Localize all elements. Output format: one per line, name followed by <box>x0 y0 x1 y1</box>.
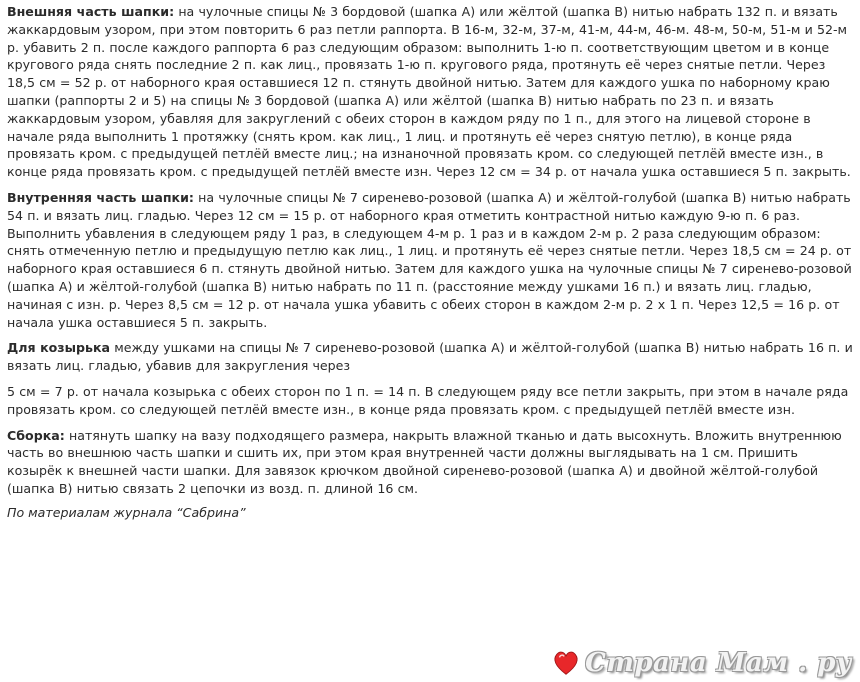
section-heading-inner: Внутренняя часть шапки: <box>7 189 194 205</box>
section-outer-part <box>7 3 855 181</box>
source-credit: По материалам журнала “Сабрина” <box>7 504 246 520</box>
section-assembly <box>7 427 855 498</box>
section-text-visor-continued: 5 см = 7 р. от начала козырька с обеих сторон по 1 п. = 14 п. В следующем ряду все петли закрыть, при этом в начале ряда провязать кром. со следующей петлёй вместе изн., в конце ряда провязать кром. с предыдущей петлёй вместе изн. <box>7 383 849 417</box>
section-inner-part <box>7 189 855 331</box>
site-watermark <box>551 648 852 678</box>
section-text-assembly: натянуть шапку на вазу подходящего размера, накрыть влажной тканью и дать высохнуть. Вложить внутреннюю часть во внешнюю часть шапки и сшить их, при этом края внутренней части должны выглядывать на 1 см. Пришить козырёк к внешней части шапки. Для завязок крючком двойной сиренево-розовой (шапка А) и двойной жёлтой-голубой (шапка В) нитью связать 2 цепочки из возд. п. длиной 16 см. <box>7 427 842 496</box>
section-visor-continued <box>7 383 855 419</box>
section-text-visor: между ушками на спицы № 7 сиренево-розовой (шапка А) и жёлтой-голубой (шапка В) нитью набрать 16 п. и вязать лиц. гладью, убавив для закругления через <box>7 340 853 374</box>
section-heading-assembly: Сборка: <box>7 427 65 443</box>
section-heading-outer: Внешняя часть шапки: <box>7 4 175 19</box>
watermark-text: Страна Мам . ру <box>585 648 852 678</box>
section-text-inner: на чулочные спицы № 7 сиренево-розовой (шапка А) и жёлтой-голубой (шапка В) нитью набрать 54 п. и вязать лиц. гладью. Через 12 см = 15 р. от наборного края отметить контрастной нитью каждую 9-ю п. 6 раз. Выполнить убавления в следующем ряду 1 раз, в следующем 4-м р. 1 раз и в каждом 2-м р. 2 раза следующим образом: снять отмеченную петлю и предыдущую петлю как лиц., 1 лиц. и протянуть её через снятые петли. Через 18,5 см = 24 р. от наборного края оставшиеся 6 п. стянуть двойной нитью. Затем для каждого ушка на чулочные спицы № 7 сиренево-розовой (шапка А) и жёлтой-голубой (шапка В) нитью набрать по 11 п. (расстояние между ушками 16 п.) и вязать лиц. гладью, начиная с изн. р. Через 8,5 см = 12 р. от начала ушка убавить с обеих сторон в каждом 2-м р. 2 х 1 п. Через 12,5 = 16 р. от начала ушка оставшиеся 5 п. закрыть. <box>7 189 852 330</box>
section-heading-visor: Для козырька <box>7 340 111 356</box>
instructions-document <box>7 3 855 521</box>
section-visor <box>7 339 855 375</box>
section-text-outer: на чулочные спицы № 3 бордовой (шапка А) или жёлтой (шапка В) нитью набрать 132 п. и вязать жаккардовым узором, при этом повторить 6 раз петли раппорта. В 16-м, 32-м, 37-м, 41-м, 44-м, 46-м. 48-м, 50-м, 51-м и 52-м р. убавить 2 п. после каждого раппорта 6 раз следующим образом: выполнить 1-ю п. соответствующим цветом и в конце кругового ряда снять последние 2 п. как лиц., провязать 1-ю п. кругового ряда, протянуть её через снятые петли. Через 18,5 см = 52 р. от наборного края оставшиеся 12 п. стянуть двойной нитью. Затем для каждого ушка по наборному краю шапки (раппорты 2 и 5) на спицы № 3 бордовой (шапка А) или жёлтой (шапка В) нитью набрать по 23 п. и вязать жаккардовым узором, убавляя для закруглений с обеих сторон в каждом ряду по 1 п., для этого на лицевой стороне в начале ряда выполнить 1 протяжку (снять кром. как лиц., 1 лиц. и протянуть её через снятую петлю), в конце ряда провязать кром. с предыдущей петлёй вместе лиц.; на изнаночной провязать кром. со следующей петлёй вместе изн., в конце ряда провязать кром. с предыдущей петлёй вместе изн. Через 12 см = 34 р. от начала ушка оставшиеся 5 п. закрыть. <box>7 4 851 180</box>
heart-logo-icon <box>551 648 581 678</box>
